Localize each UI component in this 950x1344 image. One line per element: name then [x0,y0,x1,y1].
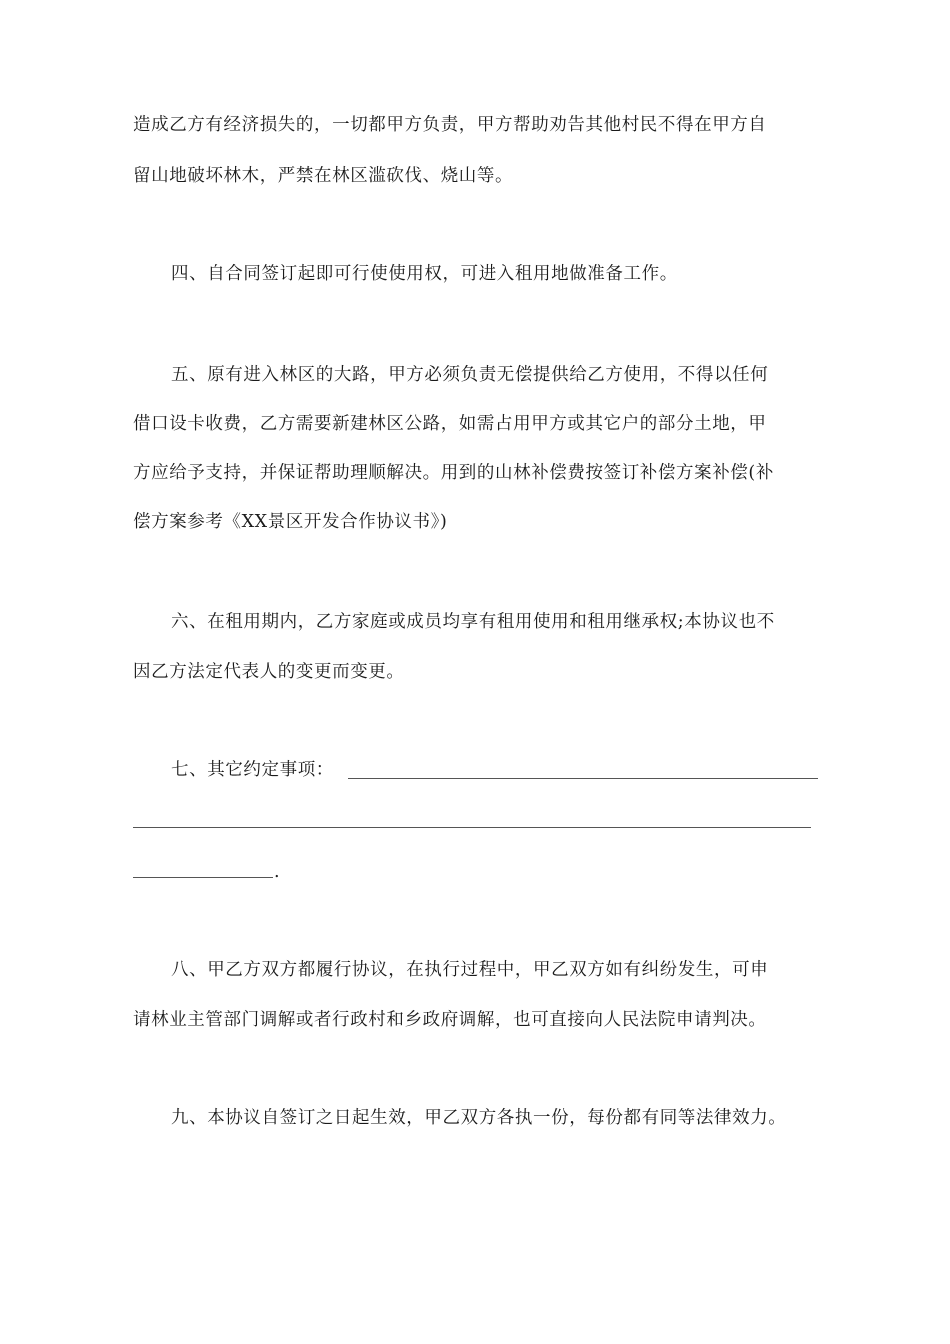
clause-3-line-2: 留山地破坏林木，严禁在林区滥砍伐、烧山等。 [133,166,514,186]
clause-4-line-1: 四、自合同签订起即可行使使用权，可进入租用地做准备工作。 [171,264,678,284]
clause-9-line-1: 九、本协议自签订之日起生效，甲乙双方各执一份，每份都有同等法律效力。 [171,1108,787,1128]
clause-7-blank-line-3 [133,877,273,878]
clause-6-line-2: 因乙方法定代表人的变更而变更。 [133,662,405,682]
clause-8-line-2: 请林业主管部门调解或者行政村和乡政府调解，也可直接向人民法院申请判决。 [133,1010,767,1030]
clause-8-line-1: 八、甲乙方双方都履行协议，在执行过程中，甲乙双方如有纠纷发生，可申 [171,960,769,980]
clause-7-blank-line-2 [133,827,811,828]
clause-5-line-2: 借口设卡收费，乙方需要新建林区公路，如需占用甲方或其它户的部分土地，甲 [133,414,767,434]
clause-7-label: 七、其它约定事项： [171,760,334,780]
clause-3-line-1: 造成乙方有经济损失的，一切都甲方负责，甲方帮助劝告其他村民不得在甲方自 [133,115,767,135]
clause-5-line-4: 偿方案参考《XX景区开发合作协议书》) [133,512,448,532]
clause-5-line-1: 五、原有进入林区的大路，甲方必须负责无偿提供给乙方使用，不得以任何 [171,365,769,385]
clause-5-line-3: 方应给予支持，并保证帮助理顺解决。用到的山林补偿费按签订补偿方案补偿(补 [133,463,774,483]
clause-7-blank-line-1 [348,778,818,779]
clause-6-line-1: 六、在租用期内，乙方家庭或成员均享有租用使用和租用继承权;本协议也不 [171,612,775,632]
clause-7-end-mark: . [274,862,281,882]
